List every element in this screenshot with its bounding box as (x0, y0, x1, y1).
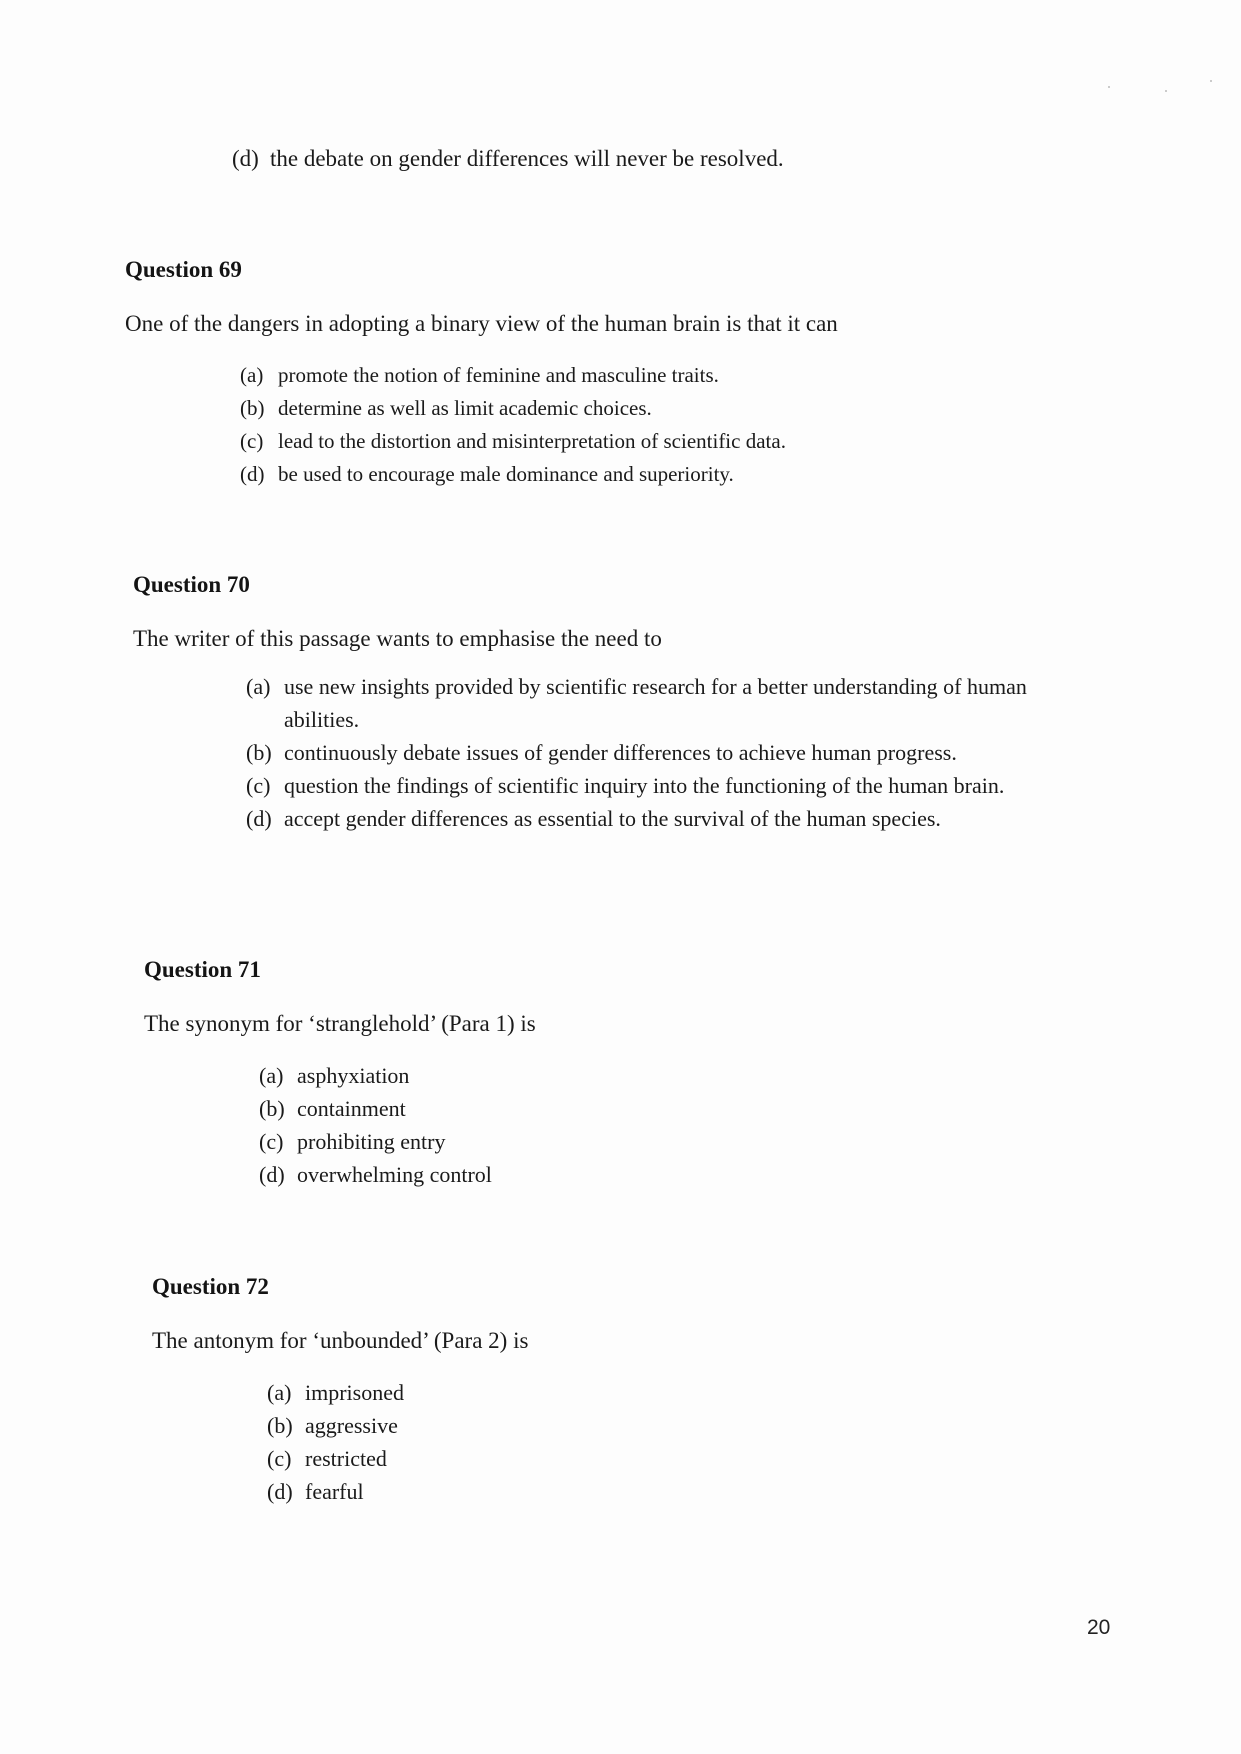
option-item (240, 425, 1125, 458)
option-text: restricted (305, 1446, 387, 1471)
option-letter: (b) (240, 396, 265, 420)
option-text: accept gender differences as essential to the survival of the human species. (284, 806, 941, 831)
option-letter: (a) (246, 674, 271, 699)
option-text: lead to the distortion and misinterpretation of scientific data. (278, 429, 786, 453)
option-letter: (d) (259, 1162, 285, 1187)
option-letter: (d) (232, 146, 259, 171)
question-stem: The antonym for ‘unbounded’ (Para 2) is (152, 1328, 529, 1353)
question-72 (152, 1274, 1152, 1508)
option-text: aggressive (305, 1413, 398, 1438)
question-stem: One of the dangers in adopting a binary view of the human brain is that it can (125, 311, 838, 336)
question-title: Question 69 (125, 257, 242, 282)
option-letter: (c) (267, 1446, 292, 1471)
page-number: 20 (1087, 1616, 1111, 1639)
option-item (240, 392, 1125, 425)
option-item (240, 458, 1125, 491)
options-list (259, 1059, 1144, 1191)
option-letter: (d) (267, 1479, 293, 1504)
question-stem: The synonym for ‘stranglehold’ (Para 1) is (144, 1011, 536, 1036)
option-letter: (a) (267, 1380, 292, 1405)
option-text: containment (297, 1096, 406, 1121)
option-item (246, 802, 1066, 835)
option-text: be used to encourage male dominance and superiority. (278, 462, 734, 486)
option-letter: (c) (246, 773, 271, 798)
option-letter: (a) (240, 363, 264, 387)
option-text: use new insights provided by scientific research for a better understanding of human abilities. (284, 674, 1027, 732)
question-stem: The writer of this passage wants to emphasise the need to (133, 626, 662, 651)
option-item (259, 1158, 1144, 1191)
option-text: the debate on gender differences will never be resolved. (270, 146, 784, 171)
option-item (240, 359, 1125, 392)
option-letter: (c) (240, 429, 264, 453)
option-text: determine as well as limit academic choices. (278, 396, 652, 420)
option-item (267, 1475, 1152, 1508)
question-71 (144, 957, 1144, 1191)
scan-speck (1108, 86, 1110, 88)
option-item (267, 1442, 1152, 1475)
option-text: promote the notion of feminine and masculine traits. (278, 363, 719, 387)
option-letter: (d) (240, 462, 265, 486)
scan-speck (1210, 80, 1212, 82)
option-text: continuously debate issues of gender differences to achieve human progress. (284, 740, 957, 765)
question-70 (133, 572, 1133, 835)
carryover-option (232, 146, 932, 172)
option-letter: (d) (246, 806, 272, 831)
option-text: question the findings of scientific inquiry into the functioning of the human brain. (284, 773, 1005, 798)
option-item (267, 1409, 1152, 1442)
option-letter: (a) (259, 1063, 284, 1088)
option-text: overwhelming control (297, 1162, 492, 1187)
option-item (246, 736, 1066, 769)
options-list (267, 1376, 1152, 1508)
option-text: prohibiting entry (297, 1129, 446, 1154)
option-letter: (c) (259, 1129, 284, 1154)
question-title: Question 71 (144, 957, 261, 982)
option-item (259, 1059, 1144, 1092)
option-item (259, 1125, 1144, 1158)
option-text: fearful (305, 1479, 364, 1504)
question-title: Question 70 (133, 572, 250, 597)
question-title: Question 72 (152, 1274, 269, 1299)
option-text: imprisoned (305, 1380, 404, 1405)
options-list (240, 359, 1125, 491)
options-list (246, 670, 1066, 835)
option-letter: (b) (259, 1096, 285, 1121)
option-item (246, 769, 1066, 802)
option-item (267, 1376, 1152, 1409)
option-letter: (b) (267, 1413, 293, 1438)
question-69 (125, 257, 1125, 491)
option-item (259, 1092, 1144, 1125)
scan-speck (1165, 90, 1167, 92)
option-item (232, 146, 932, 172)
option-text: asphyxiation (297, 1063, 410, 1088)
option-letter: (b) (246, 740, 272, 765)
option-item (246, 670, 1066, 736)
